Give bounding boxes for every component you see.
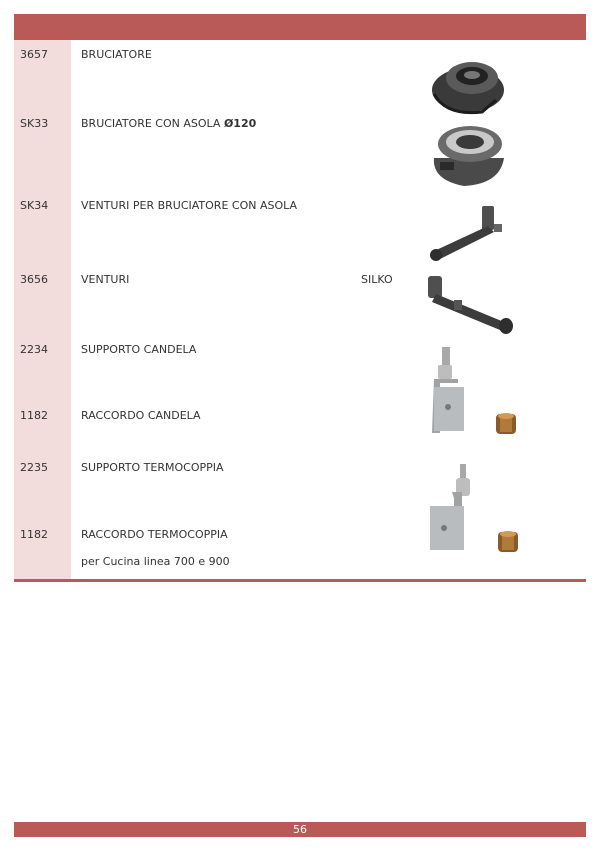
item-code: SK33 xyxy=(20,117,49,130)
page-number: 56 xyxy=(293,823,307,836)
item-description: BRUCIATORE CON ASOLA Ø120 xyxy=(81,117,257,130)
venturi-image xyxy=(424,272,516,338)
burner-image xyxy=(426,50,506,118)
brass-fitting-image xyxy=(492,410,522,438)
header-bar xyxy=(14,14,586,40)
item-code: 1182 xyxy=(20,409,48,422)
diameter-value: Ø120 xyxy=(223,117,257,130)
item-row xyxy=(0,342,600,358)
item-description: VENTURI PER BRUCIATORE CON ASOLA xyxy=(81,199,298,212)
item-description: RACCORDO TERMOCOPPIA xyxy=(81,528,228,541)
table-bottom-rule xyxy=(14,579,586,582)
item-description: SUPPORTO CANDELA xyxy=(81,343,197,356)
page-footer xyxy=(14,822,586,837)
applicability-note: per Cucina linea 700 e 900 xyxy=(81,555,230,568)
item-description: SUPPORTO TERMOCOPPIA xyxy=(81,461,224,474)
item-description: BRUCIATORE xyxy=(81,48,152,61)
item-row xyxy=(0,47,600,63)
item-code: 2234 xyxy=(20,343,48,356)
item-row xyxy=(0,198,600,214)
item-brand: SILKO xyxy=(361,273,393,286)
venturi-slotted-image xyxy=(428,200,506,264)
item-code: 2235 xyxy=(20,461,48,474)
item-code: 3657 xyxy=(20,48,48,61)
thermocouple-bracket-image xyxy=(428,462,472,554)
item-code: 3656 xyxy=(20,273,48,286)
item-code: SK34 xyxy=(20,199,49,212)
item-description: VENTURI xyxy=(81,273,130,286)
item-code: 1182 xyxy=(20,528,48,541)
item-row xyxy=(0,460,600,476)
item-description: RACCORDO CANDELA xyxy=(81,409,201,422)
spark-plug-bracket-image xyxy=(428,345,468,437)
brass-fitting-image xyxy=(494,528,524,556)
slotted-burner-image xyxy=(424,118,512,192)
